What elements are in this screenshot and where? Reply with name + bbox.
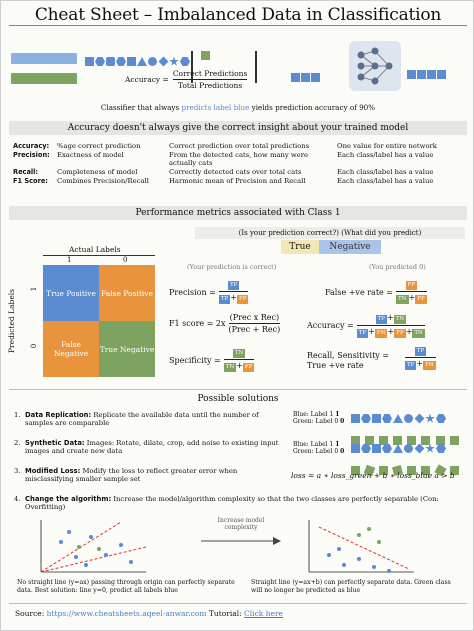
caption-left: No straight line (y=ax) passing through origin can perfectly separate data. Best solution: line y=0, predict all labels blue	[17, 579, 235, 595]
weighted-loss-formula: loss = a ∗ loss_green + b ∗ loss_blue a > b	[291, 471, 455, 480]
blue-hexagon-icon	[180, 57, 190, 66]
blue-square-icon	[407, 70, 416, 79]
metric-example: Correct prediction over total predictions	[169, 142, 310, 150]
you-predicted-0: (You predicted 0)	[369, 263, 426, 271]
sol1-labels: Blue: Label 1 1 Green: Label 0 0	[293, 411, 345, 425]
green-square-icon	[201, 51, 210, 60]
col-label-0: 0	[123, 256, 128, 264]
specificity-formula: Specificity = $\frac{TN}{TN + FP}$	[169, 350, 253, 370]
metric-note: Each class/label has a value	[337, 177, 434, 185]
accuracy-formula: Accuracy = $\frac{\text{Correct Predictions}}{\text{Total Predictions}}$	[125, 69, 248, 90]
metric-note: Each class/label has a value	[337, 168, 434, 176]
metric-name: Accuracy:	[13, 142, 50, 150]
blue-label-chip: Blue: Label 1	[11, 53, 77, 64]
cm-true-negative: True Negative	[99, 321, 155, 377]
blue-square-icon	[127, 57, 136, 66]
output-squares	[291, 67, 321, 86]
scatter-plot-right	[299, 517, 419, 577]
blue-square-icon	[301, 73, 310, 82]
metric-example: From the detected cats, how many were actually cats	[169, 151, 308, 168]
blue-triangle-icon	[137, 57, 147, 66]
blue-square-icon	[85, 57, 94, 66]
metric-definition: Exactness of model	[57, 151, 124, 159]
solution-item: 3. Modified Loss: Modify the loss to reflect greater error when misclassifying smaller sample set	[14, 467, 238, 484]
accuracy-full-formula: Accuracy = $\frac{TP + TN}{TP + FN + FP + TN}$	[307, 313, 423, 336]
solution-item: 1. Data Replication: Replicate the available data until the number of samples are comparable	[14, 411, 259, 428]
recall-formula: $\frac{TP}{TP + FN}$	[407, 348, 434, 368]
metric-definition: Combines Precision/Recall	[57, 177, 149, 185]
blue-diamond-icon	[159, 57, 169, 67]
blue-circle-icon	[148, 57, 157, 66]
actual-labels-title: Actual Labels	[69, 245, 121, 254]
cm-false-negative: False Negative	[43, 321, 99, 377]
f1-formula: F1 score = 2x $\frac{\text{(Prec x Rec)}}{\text{(Prec + Rec)}}$	[169, 313, 281, 334]
negative-word: Negative	[319, 240, 381, 254]
blue-square-icon	[291, 73, 300, 82]
section-band-solutions: Possible solutions	[197, 394, 279, 404]
metric-example: Correctly detected cats over total cats	[169, 168, 302, 176]
caption-right: Straight line (y=ax+b) can perfectly separate data. Green class will no longer be predicted as blue	[251, 579, 451, 595]
output-boxes	[407, 64, 447, 83]
section-band-accuracy: Accuracy doesn't always give the correct insight about your trained model	[9, 121, 467, 135]
solution-item: 4. Change the algorithm: Increase the model/algorithm complexity so that the two classes are perfectly separable (Con: Overfitting)	[14, 495, 439, 512]
blue-shapes-row	[85, 51, 191, 70]
page-title: Cheat Sheet – Imbalanced Data in Classification	[34, 5, 442, 25]
blue-square-icon	[427, 70, 436, 79]
row-label-0: 0	[30, 343, 39, 349]
blue-hexagon-icon	[95, 57, 105, 66]
neural-network-icon	[349, 41, 401, 91]
blue-square-icon	[437, 70, 446, 79]
metric-note: One value for entire network	[337, 142, 437, 150]
question-line: (Is your prediction correct?) (What did you predict)	[195, 227, 465, 239]
classifier-note: Classifier that always predicts label blue yields prediction accuracy of 90%	[100, 103, 376, 112]
green-label-chip: Green: Label 0	[11, 73, 77, 84]
your-prediction-correct: (Your prediction is correct)	[187, 263, 277, 271]
metric-name: Recall:	[13, 168, 39, 176]
metric-definition: %age correct prediction	[57, 142, 141, 150]
predicted-labels-title: Predicted Labels	[7, 288, 16, 353]
blue-hexagon-icon	[116, 57, 126, 66]
footer: Source: https://www.cheatsheets.aqeel-anwar.com Tutorial: Click here	[15, 609, 283, 618]
metric-example: Harmonic mean of Precision and Recall	[169, 177, 306, 185]
true-word: True	[281, 240, 319, 254]
sol2-labels: Blue: Label 1 1 Green: Label 0 0	[293, 441, 345, 455]
increase-complexity-note: Increase model complexity	[217, 517, 265, 531]
cm-false-positive: False Positive	[99, 265, 155, 321]
arrow-icon	[199, 535, 283, 547]
recall-label: Recall, Sensitivity = True +ve rate	[307, 351, 390, 371]
tutorial-link[interactable]: Click here	[244, 609, 283, 618]
section-band-performance: Performance metrics associated with Class 1	[9, 206, 467, 220]
scatter-plot-left	[31, 517, 151, 577]
precision-formula: Precision = $\frac{TP}{TP + FP}$	[169, 282, 247, 302]
metric-name: Precision:	[13, 151, 50, 159]
row-label-1: 1	[30, 286, 39, 292]
metric-note: Each class/label has a value	[337, 151, 434, 159]
separator-bar	[255, 51, 257, 83]
metric-name: F1 Score:	[13, 177, 48, 185]
title-divider	[9, 25, 467, 26]
metric-definition: Completeness of model	[57, 168, 138, 176]
blue-star-icon	[169, 57, 179, 67]
blue-square-icon	[311, 73, 320, 82]
blue-square-icon	[106, 57, 115, 66]
blue-square-icon	[417, 70, 426, 79]
cm-true-positive: True Positive	[43, 265, 99, 321]
col-label-1: 1	[67, 256, 72, 264]
solution-item: 2. Synthetic Data: Images: Rotate, dilate, crop, add noise to existing input images and create new data	[14, 439, 279, 456]
fpr-formula: False +ve rate = $\frac{FP}{TN + FP}$	[325, 282, 425, 302]
source-link[interactable]: https://www.cheatsheets.aqeel-anwar.com	[46, 609, 207, 618]
